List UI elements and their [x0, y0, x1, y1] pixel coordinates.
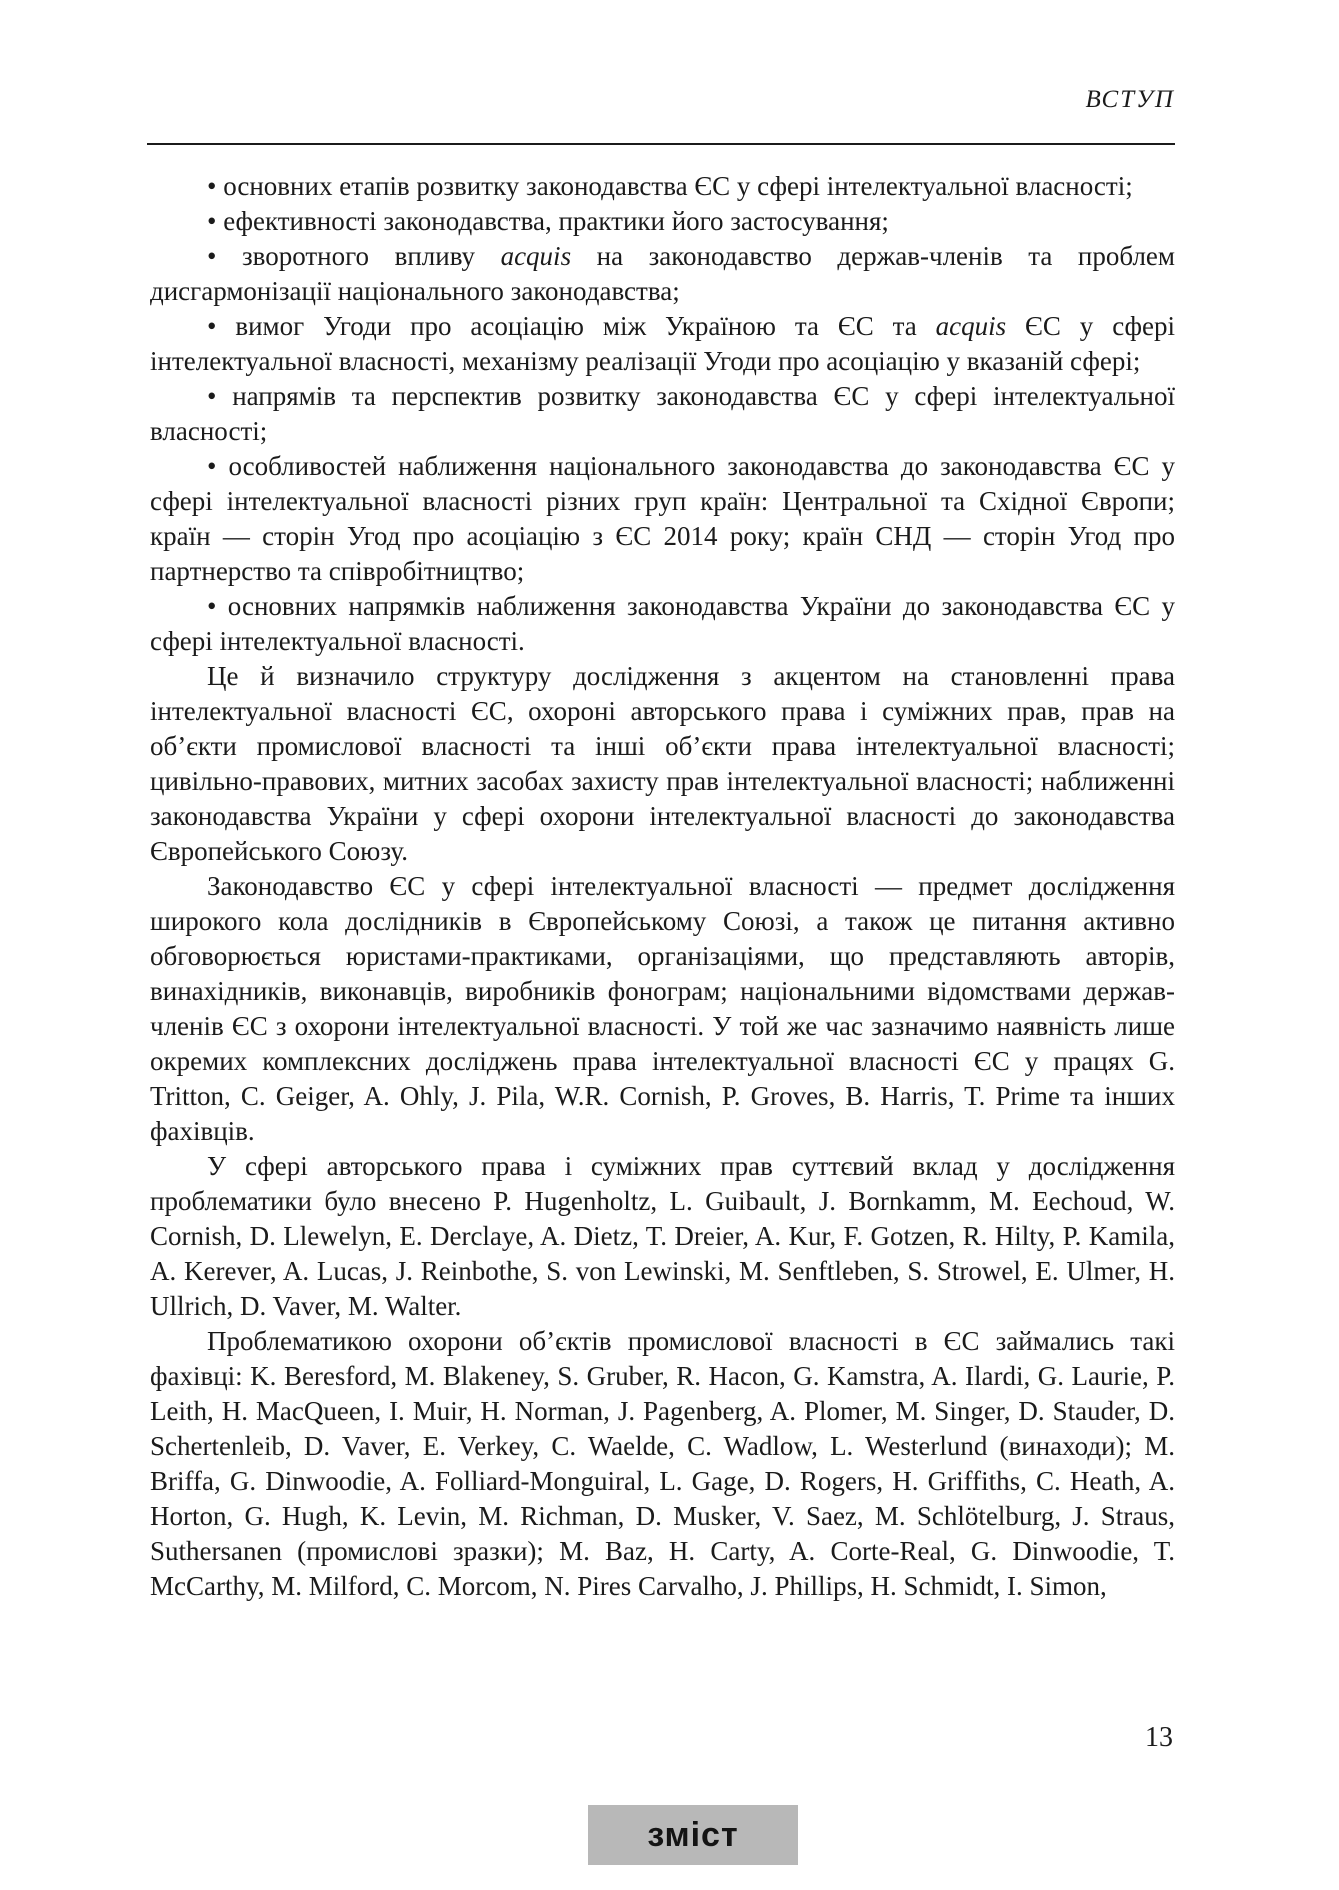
body-paragraph: • напрямів та перспектив розвитку законодавства ЄС у сфері інтелектуальної власності;	[150, 381, 1175, 446]
body-paragraph: • вимог Угоди про асоціацію між Україною та ЄС та acquis ЄС у сфері інтелектуальної власності, механізму реалізації Угоди про асоціацію у вказаній сфері;	[150, 311, 1175, 376]
body-paragraph: • ефективності законодавства, практики його застосування;	[207, 206, 889, 236]
header-rule	[147, 143, 1175, 145]
body-paragraph: • основних етапів розвитку законодавства ЄС у сфері інтелектуальної власності;	[207, 171, 1133, 201]
body-paragraph: У сфері авторського права і суміжних прав суттєвий вклад у дослідження проблематики було внесено P. Hugenholtz, L. Guibault, J. Bornkamm, M. Eechoud, W. Cornish, D. Llewelyn, E. Derclaye, A. Dietz, T. Dreier, A. Kur, F. Gotzen, R. Hilty, P. Kamila, A. Kerever, A. Lucas, J. Reinbothe, S. von Lewinski, M. Senftleben, S. Strowel, E. Ulmer, H. Ullrich, D. Vaver, M. Walter.	[150, 1151, 1175, 1321]
body-paragraph: • основних напрямків наближення законодавства України до законодавства ЄС у сфері інтелектуальної власності.	[150, 591, 1175, 656]
body-paragraph: • особливостей наближення національного законодавства до законодавства ЄС у сфері інтелектуальної власності різних груп країн: Центральної та Східної Європи; країн — сторін Угод про асоціацію з ЄС 2014 року; країн СНД — сторін Угод про партнерство та співробітництво;	[150, 451, 1175, 586]
page-number: 13	[1145, 1722, 1173, 1753]
body-paragraph: Це й визначило структуру дослідження з акцентом на становленні права інтелектуальної власності ЄС, охороні авторського права і суміжних прав, прав на об’єкти промислової власності та інші об’єкти права інтелектуальної власності; цивільно-правових, митних засобах захисту прав інтелектуальної власності; наближенні законодавства України у сфері охорони інтелектуальної власності до законодавства Європейського Союзу.	[150, 661, 1175, 866]
body-paragraph: Законодавство ЄС у сфері інтелектуальної власності — предмет дослідження широкого кола дослідників в Європейському Союзі, а також це питання активно обговорюється юристами-практиками, організаціями, що представляють авторів, винахідників, виконавців, виробників фонограм; національними відомствами держав-членів ЄС з охорони інтелектуальної власності. У той же час зазначимо наявність лише окремих комплексних досліджень права інтелектуальної власності ЄС у працях G. Tritton, C. Geiger, A. Ohly, J. Pila, W.R. Cornish, P. Groves, B. Harris, T. Prime та інших фахівців.	[150, 871, 1175, 1146]
running-head: ВСТУП	[1085, 86, 1175, 113]
body-paragraph: • зворотного впливу acquis на законодавство держав-членів та проблем дисгармонізації національного законодавства;	[150, 241, 1175, 306]
page-body-text	[150, 169, 1175, 1604]
body-paragraph: Проблематикою охорони об’єктів промислової власності в ЄС займались такі фахівці: K. Beresford, M. Blakeney, S. Gruber, R. Hacon, G. Kamstra, A. Ilardi, G. Laurie, P. Leith, H. MacQueen, I. Muir, H. Norman, J. Pagenberg, A. Plomer, M. Singer, D. Stauder, D. Schertenleib, D. Vaver, E. Verkey, C. Waelde, C. Wadlow, L. Westerlund (винаходи); M. Briffa, G. Dinwoodie, A. Folliard-Monguiral, L. Gage, D. Rogers, H. Griffiths, C. Heath, A. Horton, G. Hugh, K. Levin, M. Richman, D. Musker, V. Saez, M. Schlötelburg, J. Straus, Suthersanen (промислові зразки); M. Baz, H. Carty, A. Corte-Real, G. Dinwoodie, T. McCarthy, M. Milford, C. Morcom, N. Pires Carvalho, J. Phillips, H. Schmidt, I. Simon,	[150, 1326, 1175, 1601]
contents-button[interactable]: зміст	[588, 1805, 798, 1865]
